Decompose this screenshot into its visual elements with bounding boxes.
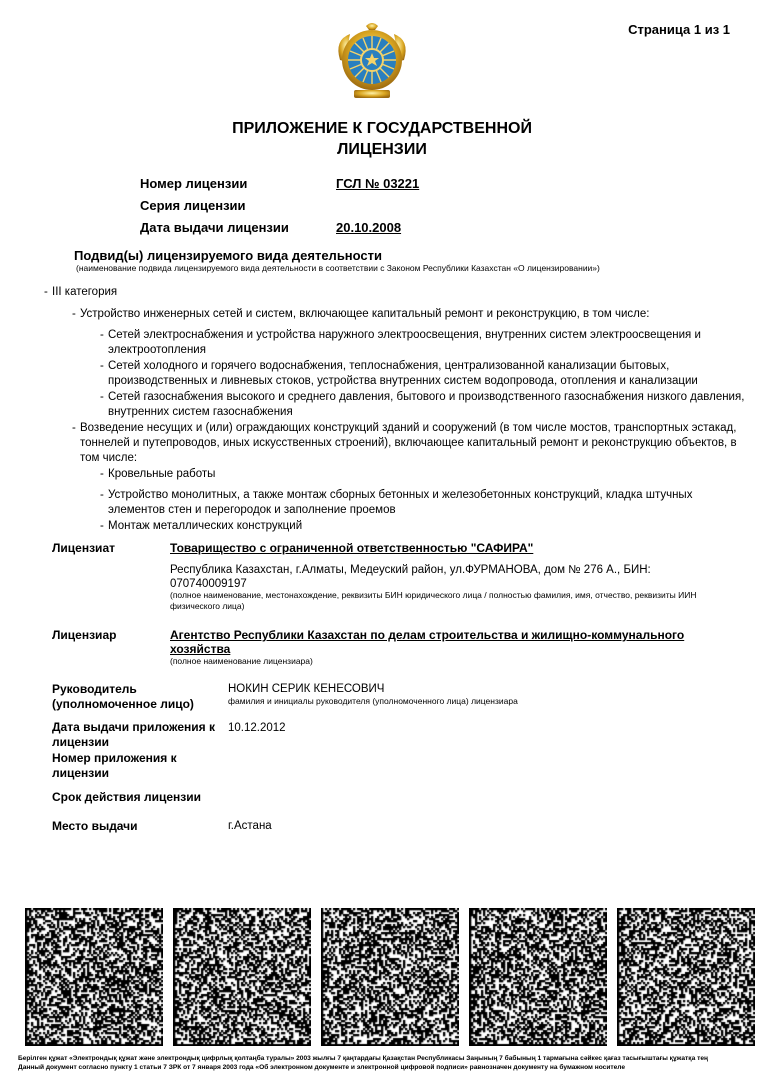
license-date-label: Дата выдачи лицензии <box>140 220 289 235</box>
legal-footer <box>18 1054 748 1072</box>
title-line-2: ЛИЦЕНЗИИ <box>337 141 427 158</box>
qr-code <box>25 908 163 1046</box>
subtype-title: Подвид(ы) лицензируемого вида деятельности <box>74 248 383 263</box>
document-title <box>150 118 614 160</box>
licensee-note: (полное наименование, местонахождение, реквизиты БИН юридического лица / полностью фамилия, имя, отчество, реквизиты ИИН физического лица) <box>170 590 697 611</box>
license-series-label: Серия лицензии <box>140 198 246 213</box>
place-label: Место выдачи <box>52 819 138 833</box>
activity-group-1: - Устройство инженерных сетей и систем, включающее капитальный ремонт и реконструкцию, в том числе: <box>72 308 650 320</box>
licensor-note: (полное наименование лицензиара) <box>170 656 313 666</box>
license-number-value: ГСЛ № 03221 <box>336 176 420 191</box>
activity-item: - Сетей электроснабжения и устройства наружного электроосвещения, внутренних систем электроосвещения и электроотопления <box>100 329 701 356</box>
head-name: НОКИН СЕРИК КЕНЕСОВИЧ <box>228 683 385 695</box>
activity-item: - Кровельные работы <box>100 468 216 480</box>
qr-code <box>469 908 607 1046</box>
appendix-date-label: Дата выдачи приложения к лицензии <box>52 720 215 749</box>
title-line-1: ПРИЛОЖЕНИЕ К ГОСУДАРСТВЕННОЙ <box>232 120 532 137</box>
place-value: г.Астана <box>228 820 272 832</box>
footer-line-ru: Данный документ согласно пункту 1 статьи 7 ЗРК от 7 января 2003 года «Об электронном документе и электронной цифровой подписи» равнозначен документу на бумажном носителе <box>18 1064 626 1071</box>
licensee-label: Лицензиат <box>52 541 115 555</box>
subtype-note: (наименование подвида лицензируемого вида деятельности в соответствии с Законом Республики Казахстан «О лицензировании») <box>76 263 600 273</box>
activity-item: - Монтаж металлических конструкций <box>100 520 303 532</box>
state-emblem-icon <box>330 20 414 104</box>
category-item: - III категория <box>44 286 118 298</box>
activity-item: - Сетей холодного и горячего водоснабжения, теплоснабжения, централизованной канализации бытовых, производственных и ливневых стоков, устройства внутренних систем водопровода, отопления и канализации <box>100 360 698 387</box>
head-note: фамилия и инициалы руководителя (уполномоченного лица) лицензиара <box>228 696 518 706</box>
qr-code <box>173 908 311 1046</box>
appendix-number-label: Номер приложения к лицензии <box>52 751 177 780</box>
licensee-address: Республика Казахстан, г.Алматы, Медеуский район, ул.ФУРМАНОВА, дом № 276 А., БИН: 070740009197 <box>170 564 651 590</box>
license-date-value: 20.10.2008 <box>336 220 402 235</box>
qr-code <box>617 908 755 1046</box>
licensor-label: Лицензиар <box>52 628 117 642</box>
licensee-name: Товарищество с ограниченной ответственностью "САФИРА" <box>170 541 534 555</box>
activity-item: - Сетей газоснабжения высокого и среднего давления, бытового и производственного газоснабжения низкого давления, внутренних систем газоснабжения <box>100 391 745 418</box>
licensor-name: Агентство Республики Казахстан по делам строительства и жилищно-коммунального хозяйства <box>170 628 685 656</box>
qr-code <box>321 908 459 1046</box>
footer-line-kk: Берілген құжат «Электрондық құжат және электрондық цифрлық қолтаңба туралы» 2003 жылғы 7 қаңтардағы Қазақстан Республикасы Заңының 7 бабының 1 тармағына сәйкес қағаз тасығыштағы құжатқа тең <box>18 1055 708 1062</box>
head-label: Руководитель (уполномоченное лицо) <box>52 682 194 711</box>
page-number: Страница 1 из 1 <box>628 22 730 37</box>
activity-group-2: - Возведение несущих и (или) ограждающих конструкций зданий и сооружений (в том числе мостов, транспортных эстакад, тоннелей и путепроводов, иных искусственных строений), включающее капитальный ремонт и реконструкцию объектов, в том числе: <box>72 422 737 464</box>
validity-label: Срок действия лицензии <box>52 790 201 804</box>
activity-item: - Устройство монолитных, а также монтаж сборных бетонных и железобетонных конструкций, кладка штучных элементов стен и перегородок и заполнение проемов <box>100 489 693 516</box>
license-number-label: Номер лицензии <box>140 176 248 191</box>
appendix-date-value: 10.12.2012 <box>228 722 286 734</box>
